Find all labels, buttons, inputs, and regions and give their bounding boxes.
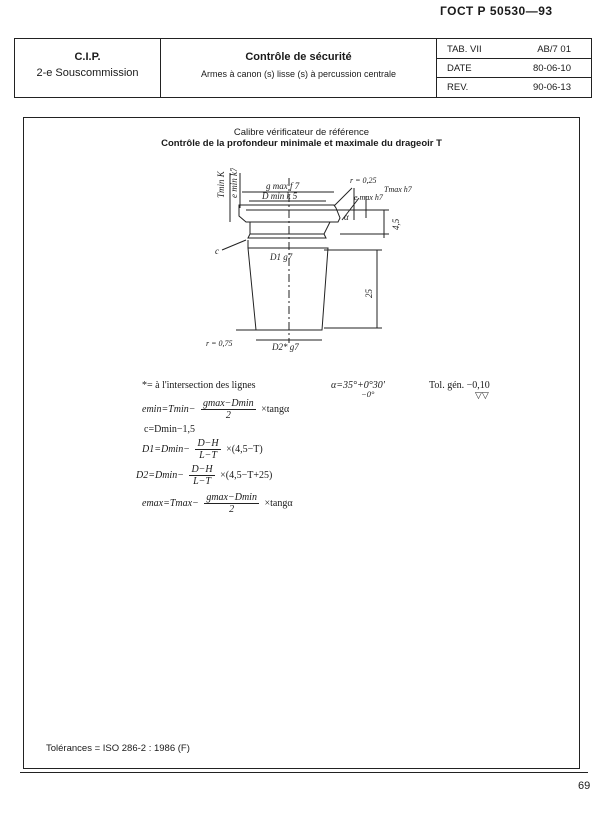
- title-block: [14, 38, 592, 98]
- label-r075: r = 0,75: [206, 339, 233, 348]
- label-r025: r = 0,25: [350, 176, 377, 185]
- doc-title: Contrôle de sécurité: [245, 51, 352, 63]
- label-tmin: Tmin K: [216, 171, 226, 198]
- org-cell: [15, 39, 161, 97]
- emax-fraction: [204, 492, 259, 515]
- tab-value: AB/7 01: [537, 44, 571, 55]
- alpha-formula: [331, 380, 385, 399]
- rev-value: 90-06-13: [532, 82, 571, 93]
- emin-rhs: ×tangα: [261, 403, 290, 415]
- emax-formula: [142, 492, 293, 515]
- doc-subtitle: Armes à canon (s) lisse (s) à percussion centrale: [200, 69, 397, 79]
- emax-den: 2: [229, 504, 235, 515]
- label-emax: e max h7: [354, 193, 383, 202]
- rev-row: [437, 77, 591, 96]
- label-gmax: g max f 7: [266, 181, 300, 191]
- emin-num: gmax−Dmin: [203, 398, 254, 409]
- d2-den: L−T: [193, 476, 211, 487]
- rev-label: REV.: [447, 82, 469, 93]
- label-dmin: D min k 5: [262, 191, 298, 201]
- gauge-drawing: [174, 168, 454, 368]
- drawing-subtitle: Contrôle de la profondeur minimale et maximale du drageoir T: [161, 138, 442, 149]
- tolerances-note: Tolérances = ISO 286-2 : 1986 (F): [46, 743, 190, 754]
- emin-den: 2: [225, 410, 231, 421]
- d2-rhs: ×(4,5−T+25): [220, 469, 273, 481]
- d2-num: D−H: [191, 464, 213, 475]
- label-d1: D1 g7: [270, 252, 293, 262]
- d2-lhs: D2=Dmin−: [136, 469, 184, 481]
- org-name: C.I.P.: [74, 51, 101, 63]
- d1-lhs: D1=Dmin−: [142, 443, 190, 455]
- alpha-value: α=35°+0°30′: [331, 380, 385, 391]
- d1-den: L−T: [199, 450, 217, 461]
- label-dim25: 25: [364, 289, 374, 298]
- emin-formula: [142, 398, 289, 421]
- tol-label: Tol. gén.: [429, 380, 465, 391]
- d1-formula: [142, 438, 263, 461]
- emin-lhs: emin=Tmin−: [142, 403, 196, 415]
- label-c: c: [215, 246, 219, 256]
- subcommission: 2-e Souscommission: [36, 67, 139, 79]
- emin-fraction: [201, 398, 256, 421]
- alpha-tol: −0°: [361, 389, 375, 399]
- drawing-frame: [23, 117, 580, 769]
- tol-symbol: ▽▽: [475, 390, 489, 400]
- tab-label: TAB. VII: [447, 44, 482, 55]
- d1-fraction: [195, 438, 220, 461]
- tab-row: [437, 39, 591, 59]
- date-value: 80-06-10: [532, 63, 571, 74]
- date-label: DATE: [447, 63, 472, 74]
- footer-rule: [20, 772, 588, 773]
- drawing-title: Calibre vérificateur de référence: [233, 127, 370, 138]
- c-formula: c=Dmin−1,5: [144, 424, 195, 435]
- label-tmax: Tmax h7: [384, 185, 412, 194]
- general-tolerance: [429, 380, 490, 401]
- d2-fraction: [189, 464, 214, 487]
- emax-num: gmax−Dmin: [206, 492, 257, 503]
- d2-formula: [136, 464, 272, 487]
- date-row: [437, 58, 591, 78]
- meta-cell: [437, 39, 591, 97]
- standard-header: ГОСТ Р 50530—93: [440, 4, 553, 18]
- note-intersection: *= à l'intersection des lignes: [142, 380, 256, 391]
- label-dim45: 4,5: [391, 218, 401, 230]
- title-cell: [161, 39, 437, 97]
- tol-value: −0,10: [466, 380, 490, 391]
- label-emin: e min k7: [229, 168, 239, 198]
- emax-rhs: ×tangα: [264, 497, 293, 509]
- emax-lhs: emax=Tmax−: [142, 497, 199, 509]
- page-number: 69: [578, 780, 591, 792]
- label-alpha: α: [344, 212, 349, 222]
- label-d2: D2* g7: [272, 342, 299, 352]
- d1-rhs: ×(4,5−T): [226, 443, 263, 455]
- d1-num: D−H: [197, 438, 219, 449]
